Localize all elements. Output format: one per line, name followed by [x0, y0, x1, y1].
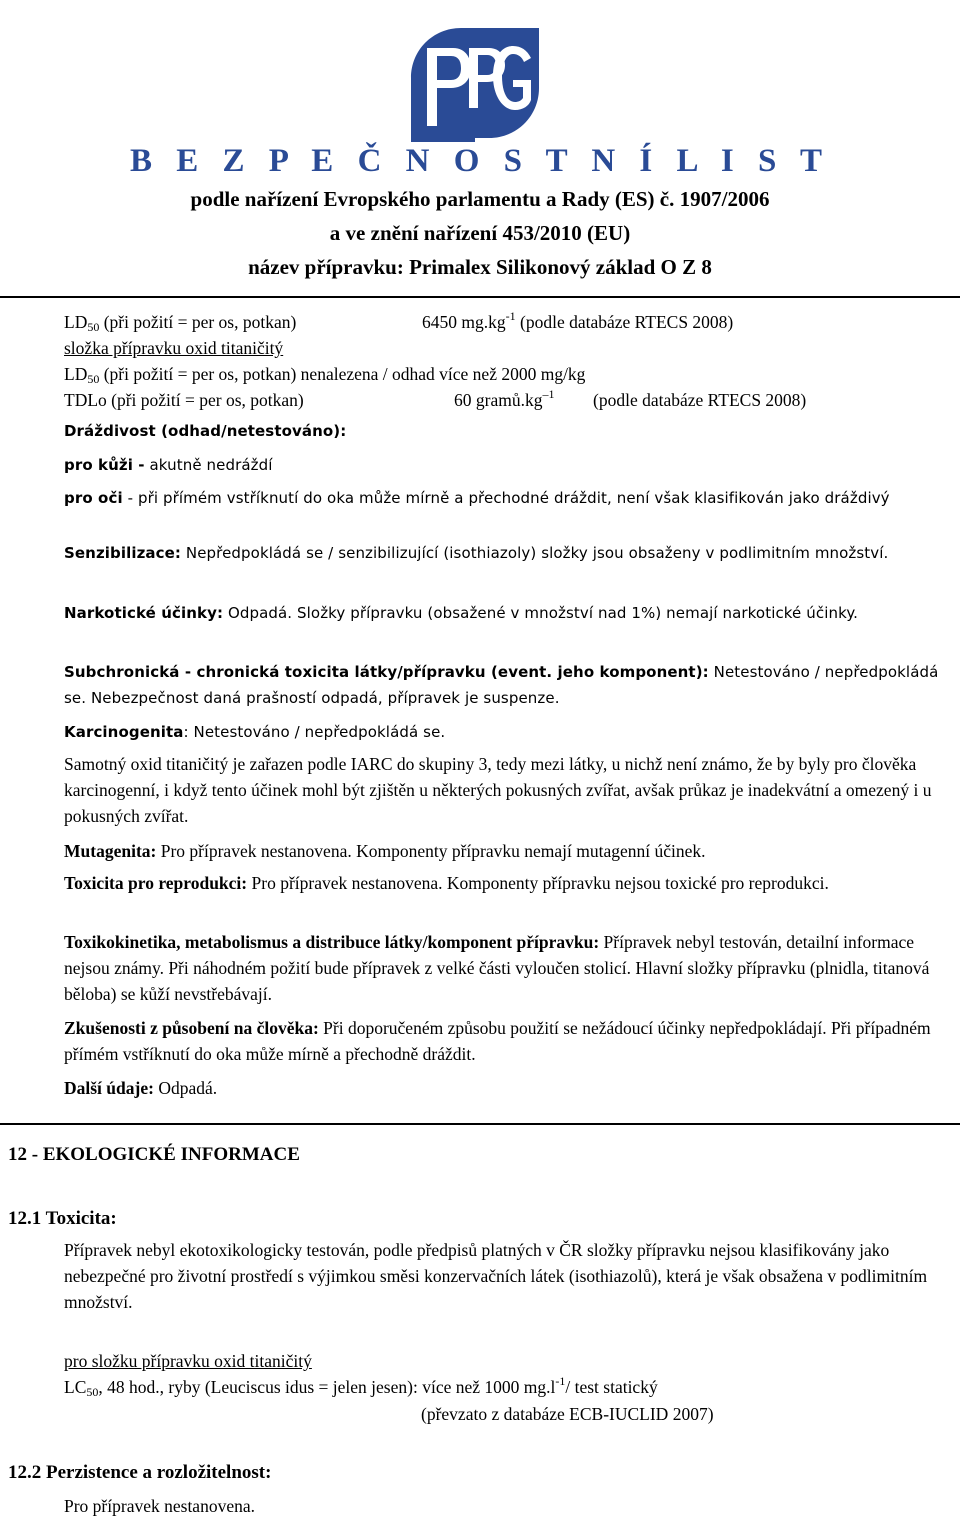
- other-data-line: [64, 1075, 217, 1101]
- skin-irritation-line: [64, 452, 273, 478]
- mutagenicity-line: [64, 838, 706, 864]
- subsection-12-1-heading: 12.1 Toxicita:: [8, 1208, 117, 1229]
- mutagenicity-text: Pro přípravek nestanovena. Komponenty přípravku nemají mutagenní účinek.: [156, 841, 706, 861]
- lc-text: , 48 hod., ryby (Leuciscus idus = jelen jesen): více než 1000 mg.l: [98, 1377, 556, 1397]
- sensitization-label: Senzibilizace:: [64, 544, 182, 562]
- eye-irritation-paragraph: [64, 485, 949, 511]
- section-divider: [0, 1123, 960, 1125]
- reproduction-label: Toxicita pro reprodukci:: [64, 873, 248, 893]
- sensitization-paragraph: [64, 540, 949, 566]
- ld-value: 6450 mg.kg: [422, 312, 506, 332]
- toxicokinetics-text: Přípravek nebyl testován, detailní informace nejsou známy. Při náhodném požití bude přípravek z velké části vyloučen stolicí. Hlavní složky přípravku (plnidla, titanová běloba) se kůží nevstřebávají.: [64, 932, 930, 1004]
- narcotic-label: Narkotické účinky:: [64, 604, 224, 622]
- tdlo-source: (podle databáze RTECS 2008): [593, 390, 807, 410]
- subchronic-label: Subchronická - chronická toxicita látky/přípravku (event. jeho komponent):: [64, 663, 709, 681]
- lc-label: LC: [64, 1377, 87, 1397]
- ecotoxicity-paragraph: Přípravek nebyl ekotoxikologicky testován, podle předpisů platných v ČR složky přípravku nejsou klasifikovány jako nebezpečné pro životní prostředí s výjimkou směsi konzervačních látek (isothiazolů), která je však obsažena v podlimitním množství.: [64, 1240, 928, 1312]
- lc50-source: (převzato z databáze ECB-IUCLID 2007): [421, 1404, 714, 1424]
- eyes-text: - při přímém vstříknutí do oka může mírně a přechodné dráždit, není však klasifikován jako dráždivý: [122, 489, 890, 507]
- ld-text: (při požití = per os, potkan): [99, 312, 297, 332]
- eco-component-name: pro složku přípravku oxid titaničitý: [64, 1351, 312, 1371]
- lc-unit-exponent: -1: [555, 1374, 566, 1388]
- sensitization-text: Nepředpokládá se / senzibilizující (isothiazoly) složky jsou obsaženy v podlimitním množství.: [181, 544, 889, 562]
- persistence-text: Pro přípravek nestanovena.: [64, 1496, 255, 1516]
- narcotic-paragraph: [64, 600, 949, 626]
- component-name: složka přípravku oxid titaničitý: [64, 338, 284, 358]
- subchronic-text: Netestováno / nepředpokládá se. Nebezpečnost daná prašností odpadá, přípravek je suspenze.: [64, 663, 939, 707]
- header-divider: [0, 296, 960, 298]
- subsection-12-2-heading: 12.2 Perzistence a rozložitelnost:: [8, 1462, 272, 1483]
- lc-subscript: 50: [86, 1385, 99, 1399]
- irritation-heading: [64, 418, 346, 444]
- toxicokinetics-paragraph: [64, 929, 949, 1007]
- toxicokinetics-label: Toxikokinetika, metabolismus a distribuce látky/komponent přípravku:: [64, 932, 600, 952]
- ld-subscript: 50: [87, 372, 100, 386]
- ld-source: (podle databáze RTECS 2008): [515, 312, 734, 332]
- amendment-line: a ve znění nařízení 453/2010 (EU): [329, 221, 631, 245]
- ld50-oral-line: [64, 309, 734, 335]
- carcinogenicity-line: [64, 719, 445, 745]
- ld-subscript: 50: [87, 320, 100, 334]
- lc50-line: [64, 1374, 658, 1400]
- mutagenicity-label: Mutagenita:: [64, 841, 157, 861]
- tdlo-unit-exponent: –1: [542, 387, 555, 401]
- reproduction-paragraph: [64, 870, 949, 896]
- eyes-label: pro oči: [64, 489, 123, 507]
- carcinogenicity-text: : Netestováno / nepředpokládá se.: [183, 723, 446, 741]
- human-experience-paragraph: [64, 1015, 949, 1067]
- section-12-heading: 12 - EKOLOGICKÉ INFORMACE: [8, 1144, 300, 1165]
- ld50-titanium-line: [64, 361, 585, 387]
- narcotic-text: Odpadá. Složky přípravku (obsažené v množství nad 1%) nemají narkotické účinky.: [223, 604, 859, 622]
- ld-value-group: [422, 309, 733, 335]
- tdlo-value-group: [454, 387, 554, 413]
- irritation-label: Dráždivost (odhad/netestováno):: [64, 422, 347, 440]
- document-title: B E Z P E Č N O S T N Í L I S T: [129, 143, 831, 179]
- ld-label: LD: [64, 312, 88, 332]
- regulation-line: podle nařízení Evropského parlamentu a Rady (ES) č. 1907/2006: [190, 187, 770, 211]
- subchronic-paragraph: [64, 659, 949, 711]
- other-data-text: Odpadá.: [153, 1078, 218, 1098]
- reproduction-text: Pro přípravek nestanovena. Komponenty přípravku nejsou toxické pro reprodukci.: [247, 873, 829, 893]
- iarc-paragraph: Samotný oxid titaničitý je zařazen podle IARC do skupiny 3, tedy mezi látky, u nichž není známo, že by byly pro člověka karcinogenní, i když tento účinek mohl být zjištěn u některých pokusných zvířat, avšak průkaz je inadekvátní a omezený i u pokusných zvířat.: [64, 754, 932, 826]
- human-experience-text: Při doporučeném způsobu použití se nežádoucí účinky nepředpokládají. Při případném přímém vstříknutí do oka může mírně a přechodně dráždit.: [64, 1018, 931, 1064]
- lc-test-type: / test statický: [565, 1377, 658, 1397]
- component-heading: [64, 335, 283, 361]
- ld-unit-exponent: -1: [505, 309, 516, 323]
- skin-text: akutně nedráždí: [144, 456, 273, 474]
- ppg-logo: [405, 20, 545, 146]
- ld-text: (při požití = per os, potkan) nenalezena / odhad více než 2000 mg/kg: [99, 364, 586, 384]
- human-experience-label: Zkušenosti z působení na člověka:: [64, 1018, 319, 1038]
- other-data-label: Další údaje:: [64, 1078, 154, 1098]
- tdlo-label: TDLo (při požití = per os, potkan): [64, 390, 304, 410]
- skin-label: pro kůži -: [64, 456, 145, 474]
- product-name-line: název přípravku: Primalex Silikonový základ O Z 8: [248, 255, 712, 279]
- tdlo-value: 60 gramů.kg: [454, 390, 543, 410]
- eco-component-heading: [64, 1348, 312, 1374]
- tdlo-line: [64, 387, 807, 413]
- ld-label: LD: [64, 364, 88, 384]
- carcinogenicity-label: Karcinogenita: [64, 723, 184, 741]
